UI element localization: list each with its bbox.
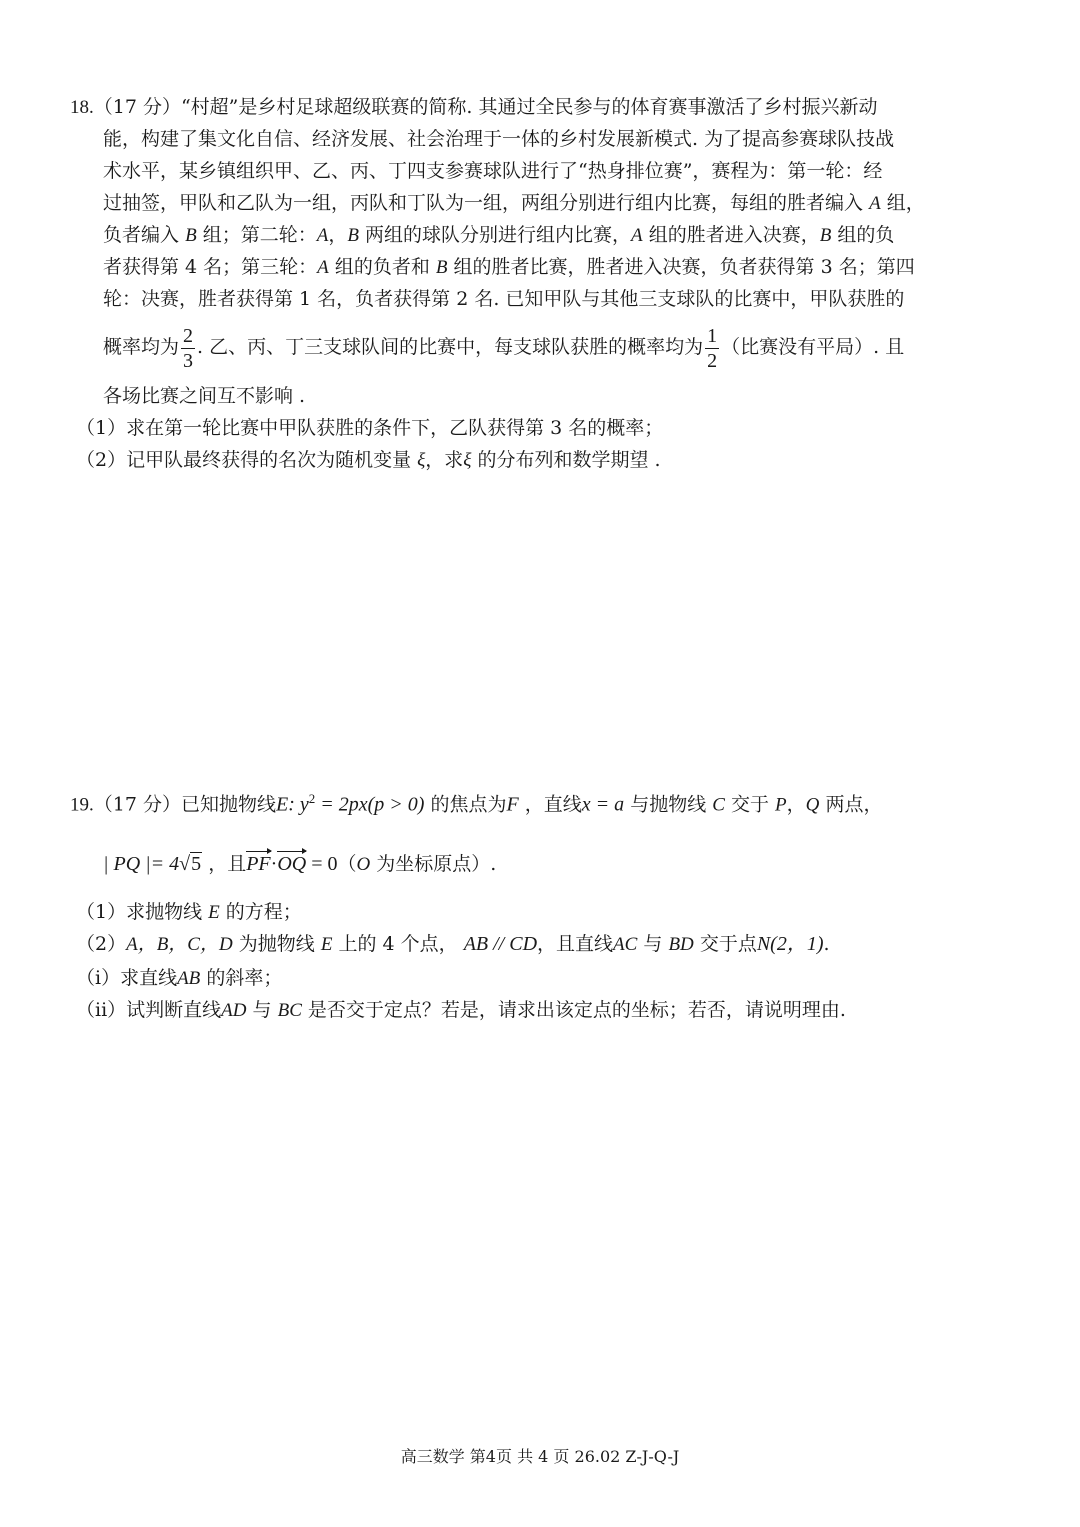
q18-line-6: 者获得第 4 名；第三轮：A 组的负者和 B 组的胜者比赛，胜者进入决赛，负者获得第 3 名；第四 <box>103 256 915 278</box>
page-footer: 高三数学 第4页 共 4 页 26.02 Z-J-Q-J <box>400 1447 680 1466</box>
q18-line-7: 轮：决赛，胜者获得第 1 名，负者获得第 2 名. 已知甲队与其他三支球队的比赛中，甲队获胜的 <box>103 288 905 310</box>
q19-part-2-i: （i）求直线AB 的斜率； <box>76 967 283 989</box>
q18-line-8: 概率均为 $\frac{2}{3}$ . 乙、丙、丁三支球队间的比赛中，每支球队获胜的概率均为 $\frac{1}{2}$ （比赛没有平局）. 且 <box>103 324 905 372</box>
q19-line-2: | PQ |= 4√5 ，且PF·OQ = 0（O 为坐标原点）. <box>103 853 497 875</box>
vector-pf: PF <box>246 853 271 875</box>
q18-part-2: （2）记甲队最终获得的名次为随机变量 ξ，求ξ 的分布列和数学期望 . <box>76 449 661 471</box>
fraction-one-half: $\frac{1}{2}$ <box>707 324 718 372</box>
vector-oq: OQ <box>277 853 307 875</box>
q18-line-1: 18.（17 分）“村超”是乡村足球超级联赛的简称. 其通过全民参与的体育赛事激活了乡村振兴新动 <box>70 96 878 118</box>
q19-part-2: （2）A，B，C，D 为抛物线 E 上的 4 个点， AB // CD，且直线AC 与 BD 交于点N(2，1). <box>76 933 830 955</box>
q19-line-1: 19.（17 分）已知抛物线E: $y^2 = 2px(p > 0)$ 的焦点为F ，直线x = a 与抛物线 C 交于 P，Q 两点， <box>70 791 883 816</box>
fraction-two-thirds: $\frac{2}{3}$ <box>183 324 194 372</box>
q18-line-3: 术水平，某乡镇组织甲、乙、丙、丁四支参赛球队进行了“热身排位赛”，赛程为：第一轮：经 <box>103 160 883 182</box>
q18-line-9: 各场比赛之间互不影响 . <box>103 385 306 407</box>
q18-number: 18. <box>70 97 94 118</box>
q18-line-4: 过抽签，甲队和乙队为一组，丙队和丁队为一组，两组分别进行组内比赛，每组的胜者编入 A 组， <box>103 192 925 214</box>
q19-number: 19. <box>70 794 94 816</box>
q19-part-1: （1）求抛物线 E 的方程； <box>76 901 302 923</box>
q18-line-5: 负者编入 B 组；第二轮：A，B 两组的球队分别进行组内比赛，A 组的胜者进入决赛，B 组的负 <box>103 224 895 246</box>
q18-line-2: 能，构建了集文化自信、经济发展、社会治理于一体的乡村发展新模式. 为了提高参赛球队技战 <box>103 128 895 150</box>
q18-part-1: （1）求在第一轮比赛中甲队获胜的条件下，乙队获得第 3 名的概率； <box>76 417 664 439</box>
q19-part-2-ii: （ii）试判断直线AD 与 BC 是否交于定点？若是，请求出该定点的坐标；若否，请说明理由. <box>76 999 846 1021</box>
